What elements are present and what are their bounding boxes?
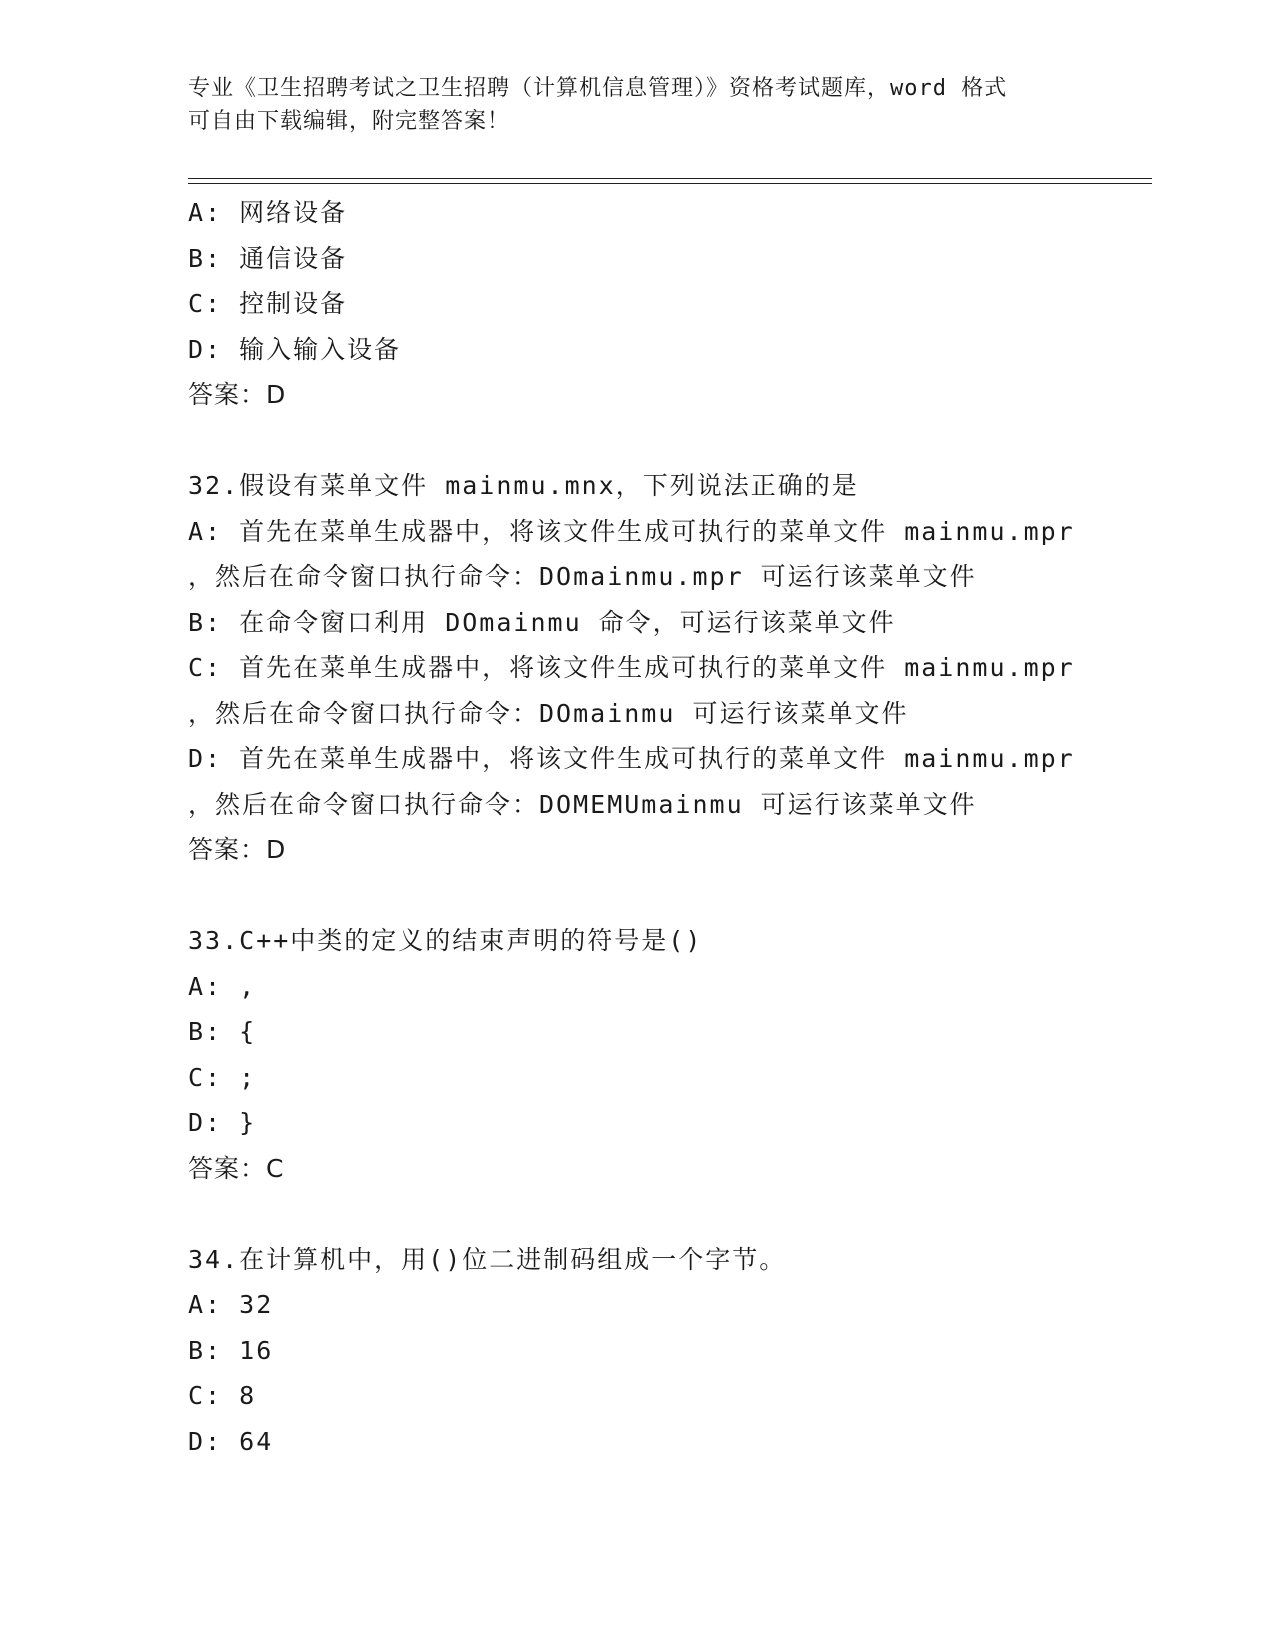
option-c: C: 首先在菜单生成器中，将该文件生成可执行的菜单文件 mainmu.mpr [188, 653, 1075, 682]
answer: 答案：C [188, 1153, 285, 1183]
header-divider-bottom [188, 183, 1152, 184]
question-34 [188, 1237, 1152, 1465]
spacer [188, 418, 1152, 464]
header-divider-top [188, 178, 1152, 179]
spacer [188, 1191, 1152, 1237]
option-d: D: 输入输入设备 [188, 334, 402, 364]
option-d-continued: ，然后在命令窗口执行命令：DOMEMUmainmu 可运行该菜单文件 [188, 789, 977, 819]
option-c: C: ; [188, 1062, 257, 1092]
option-b: B: 16 [188, 1335, 274, 1365]
question-33 [188, 918, 1152, 1191]
option-c: C: 8 [188, 1381, 257, 1410]
question-text: 32.假设有菜单文件 mainmu.mnx，下列说法正确的是 [188, 471, 859, 500]
question-32 [188, 463, 1152, 873]
option-a: A: 网络设备 [188, 198, 348, 227]
option-d: D: 64 [188, 1426, 274, 1456]
option-a: A: 32 [188, 1290, 274, 1319]
answer: 答案：D [188, 380, 287, 409]
question-text: 34.在计算机中，用()位二进制码组成一个字节。 [188, 1244, 787, 1274]
option-d: D: 首先在菜单生成器中，将该文件生成可执行的菜单文件 mainmu.mpr [188, 744, 1075, 773]
spacer [188, 873, 1152, 919]
question-31 [188, 190, 1152, 418]
option-c-continued: ，然后在命令窗口执行命令：DOmainmu 可运行该菜单文件 [188, 698, 909, 728]
option-d: D: } [188, 1108, 257, 1137]
option-c: C: 控制设备 [188, 289, 348, 318]
option-b: B: 在命令窗口利用 DOmainmu 命令，可运行该菜单文件 [188, 607, 896, 637]
question-list [188, 190, 1152, 1464]
header-line-2: 可自由下载编辑，附完整答案！ [188, 109, 511, 134]
option-a: A: 首先在菜单生成器中，将该文件生成可执行的菜单文件 mainmu.mpr [188, 516, 1075, 546]
answer: 答案：D [188, 835, 287, 864]
option-a-continued: ，然后在命令窗口执行命令：DOmainmu.mpr 可运行该菜单文件 [188, 562, 977, 591]
document-header [188, 72, 1088, 138]
question-text: 33.C++中类的定义的结束声明的符号是() [188, 926, 703, 955]
option-b: B: 通信设备 [188, 243, 348, 273]
option-a: A: , [188, 971, 257, 1001]
option-b: B: { [188, 1017, 257, 1046]
header-line-1: 专业《卫生招聘考试之卫生招聘（计算机信息管理）》资格考试题库，word 格式 [188, 76, 1008, 101]
